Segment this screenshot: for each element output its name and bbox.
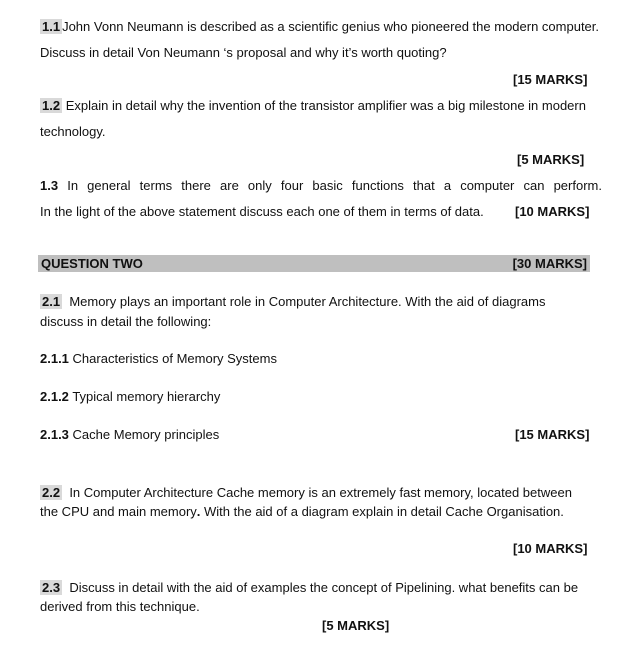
q2-1-3-number: 2.1.3: [40, 427, 69, 442]
q1-2-number: 1.2: [42, 98, 61, 113]
q2-1-text1: Memory plays an important role in Computer Architecture. With the aid of diagrams: [69, 294, 546, 309]
q2-2-text2a: the CPU and main memory: [40, 504, 197, 519]
q2-1-line1: [40, 294, 545, 309]
q1-1-number: 1.1: [42, 19, 61, 34]
q2-3-line1: [40, 580, 578, 595]
q2-1-2-text: Typical memory hierarchy: [72, 389, 221, 404]
q1-3-text1: In general terms there are only four basic functions that a computer can perform.: [67, 178, 602, 193]
q2-3-number: 2.3: [42, 580, 61, 595]
q1-2-marks: [5 MARKS]: [517, 152, 585, 167]
q2-1-2-number: 2.1.2: [40, 389, 69, 404]
q2-2-line2: [40, 504, 564, 519]
q1-3-line2: In the light of the above statement discuss each one of them in terms of data.: [40, 204, 484, 219]
q1-3-line1: [40, 178, 602, 193]
q2-1-marks: [15 MARKS]: [515, 427, 590, 442]
q1-3-number: 1.3: [40, 178, 59, 193]
q1-1-line1: [40, 19, 599, 34]
q2-1-3: [40, 427, 219, 442]
q2-1-3-text: Cache Memory principles: [72, 427, 220, 442]
q1-2-text1: Explain in detail why the invention of the transistor amplifier was a big milestone in modern: [65, 98, 586, 113]
q2-2-text2b: .: [196, 504, 201, 519]
q2-2-text2c: With the aid of a diagram explain in detail Cache Organisation.: [200, 504, 564, 519]
q2-1-line2: discuss in detail the following:: [40, 314, 212, 329]
q1-1-line2: Discuss in detail Von Neumann ‘s proposal and why it’s worth quoting?: [40, 45, 447, 60]
q2-1-1-text: Characteristics of Memory Systems: [72, 351, 277, 366]
q1-1-text1: John Vonn Neumann is described as a scientific genius who pioneered the modern computer.: [62, 19, 600, 34]
q1-2-line2: technology.: [40, 124, 106, 139]
q2-2-marks: [10 MARKS]: [513, 541, 588, 556]
q2-1-2: [40, 389, 220, 404]
question-two-title: QUESTION TWO: [41, 256, 143, 271]
q1-3-marks: [10 MARKS]: [515, 204, 590, 219]
q2-2-text1: In Computer Architecture Cache memory is an extremely fast memory, located between: [69, 485, 572, 500]
q2-1-1-number: 2.1.1: [40, 351, 69, 366]
q2-3-marks: [5 MARKS]: [322, 618, 390, 633]
q2-1-1: [40, 351, 277, 366]
q1-2-line1: [40, 98, 586, 113]
q2-1-number: 2.1: [42, 294, 61, 309]
q2-2-number: 2.2: [42, 485, 61, 500]
question-two-marks: [30 MARKS]: [512, 256, 587, 271]
q1-1-marks: [15 MARKS]: [513, 72, 588, 87]
q2-2-line1: [40, 485, 572, 500]
q2-3-text1: Discuss in detail with the aid of examples the concept of Pipelining. what benefits can be: [69, 580, 579, 595]
q2-3-line2: derived from this technique.: [40, 599, 200, 614]
question-two-header: [38, 255, 590, 272]
